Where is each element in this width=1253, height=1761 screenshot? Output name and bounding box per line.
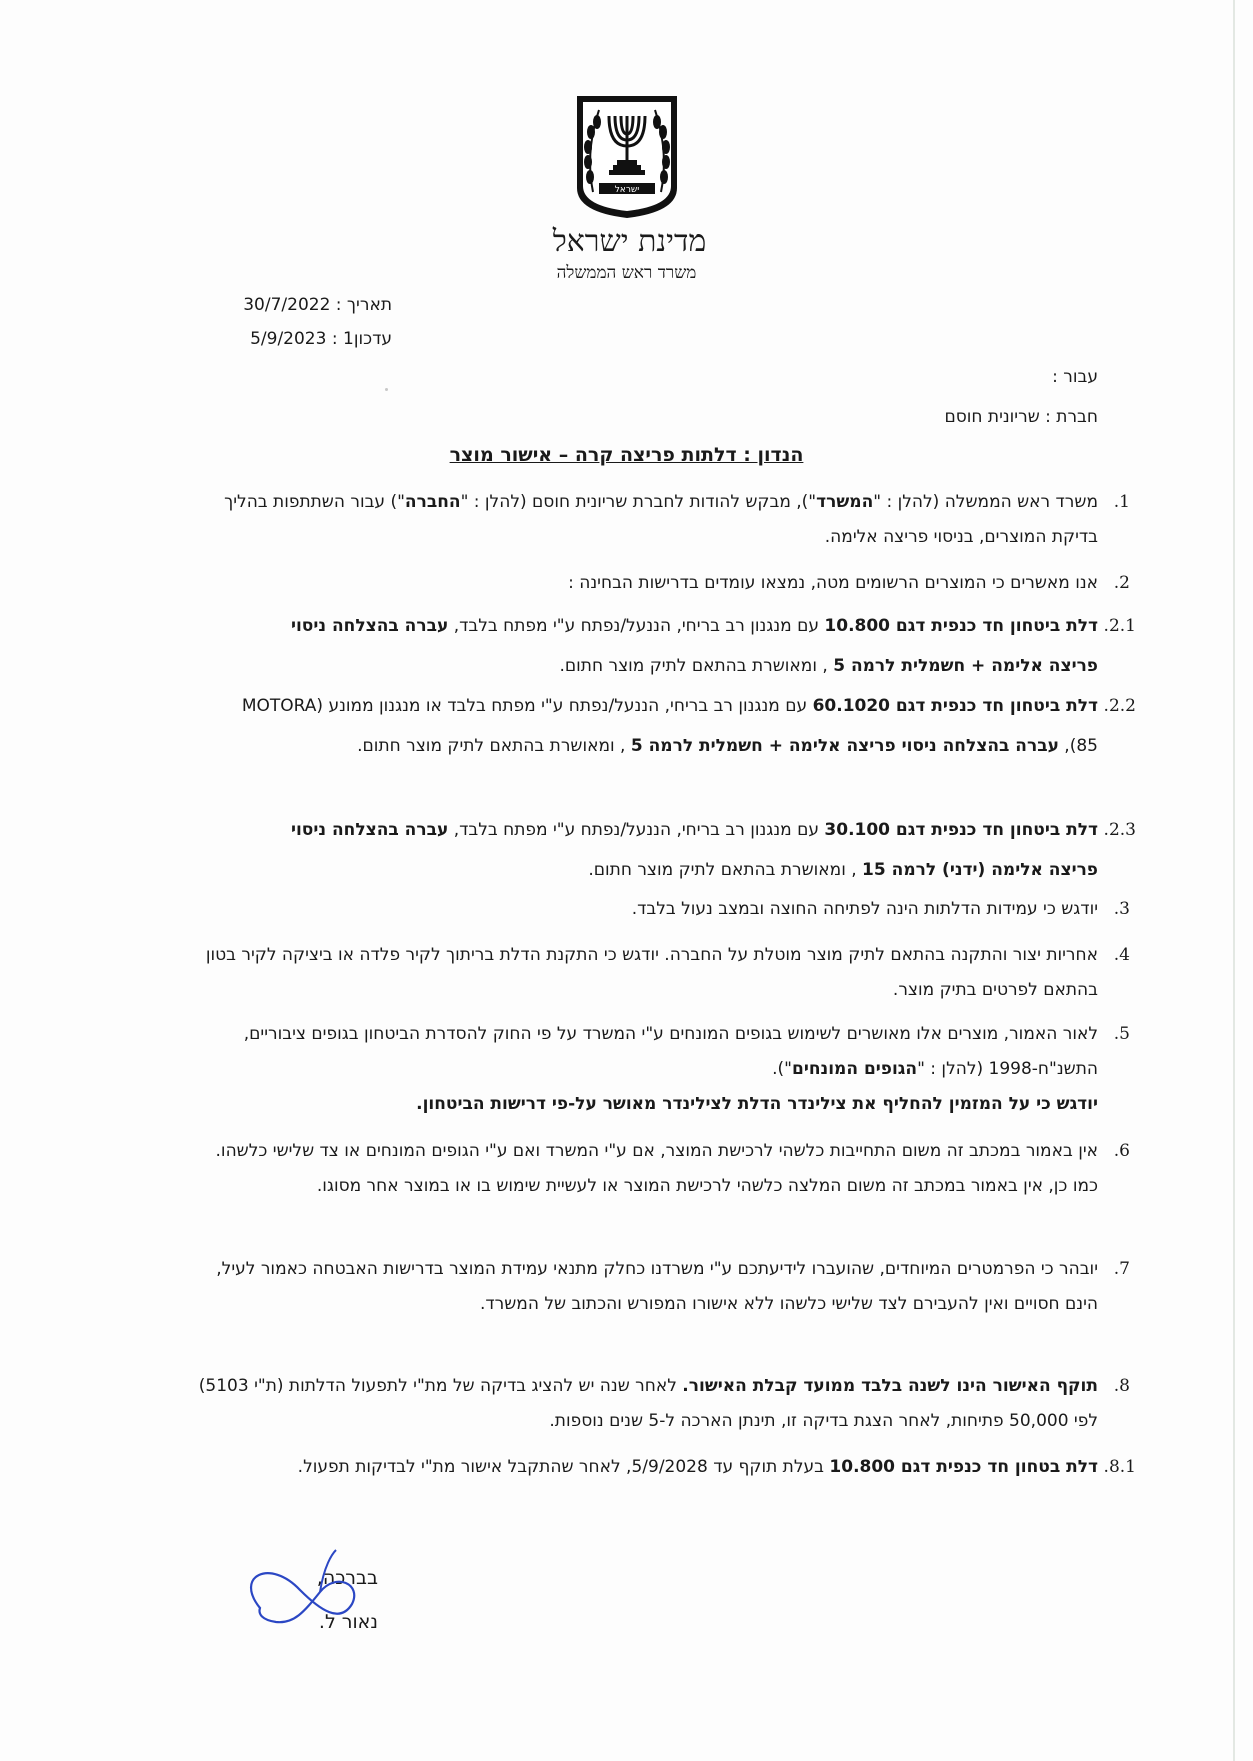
- bold-run: תוקף האישור הינו לשנה בלבד ממועד קבלת האישור.: [682, 1376, 1098, 1396]
- company-line: חברת : שריונית חוסם: [944, 407, 1098, 427]
- emblem-text: ישראל: [614, 185, 640, 195]
- text-run: משרד ראש הממשלה (להלן : ": [873, 492, 1098, 512]
- date-block: [152, 288, 392, 356]
- paragraph-number: 2.: [1113, 573, 1130, 593]
- bold-run: עברה בהצלחה ניסוי פריצה אלימה (ידני) לרמה 15: [290, 820, 1098, 880]
- text-run: יובהר כי הפרמטרים המיוחדים, שהועברו לידיעתכם ע"י משרדנו כחלק מתנאי עמידת המוצר בדרישות האבטחה כאמור לעיל, הינם חסויים ואין להעבירם לצד שלישי כלשהו ללא אישורו המפורש והכתוב של המשרד.: [216, 1259, 1098, 1314]
- text-run: אנו מאשרים כי המוצרים הרשומים מטה, נמצאו עומדים בדרישות הבחינה :: [568, 573, 1098, 593]
- paragraph-3: [186, 892, 1130, 927]
- update-value: 5/9/2023: [250, 329, 327, 349]
- bold-run: דלת ביטחון חד כנפית דגם 60.1020: [812, 696, 1098, 716]
- paragraph-number: 2.3.: [1103, 820, 1136, 840]
- bold-run: דלת ביטחון חד כנפית דגם 30.100: [824, 820, 1098, 840]
- text-run: לאור האמור, מוצרים אלו מאושרים לשימוש בגופים המונחים ע"י המשרד על פי החוק להסדרת הביטחון בגופים ציבוריים, התשנ"ח-1998 (להלן : ": [243, 1024, 1098, 1079]
- paragraph-6: [186, 1134, 1130, 1204]
- paragraph-number: 4.: [1113, 945, 1130, 965]
- text-run: , ומאושרת בהתאם לתיק מוצר חתום.: [357, 736, 631, 756]
- for-label: עבור :: [1052, 367, 1098, 387]
- paragraph-number: 6.: [1113, 1141, 1130, 1161]
- bold-run: דלת ביטחון חד כנפית דגם 10.800: [824, 616, 1098, 636]
- paragraph-1: [186, 485, 1130, 555]
- recipient-block: [598, 357, 1098, 437]
- state-name: מדינת ישראל: [552, 224, 707, 259]
- text-run: ") עבור השתתפות בהליך בדיקת המוצרים, בניסוי פריצה אלימה.: [224, 492, 1098, 547]
- bold-run: המשרד: [816, 492, 874, 512]
- signer-name: נאור ל.: [318, 1611, 378, 1633]
- text-run: אין באמור במכתב זה משום התחייבות כלשהי לרכישת המוצר, אם ע"י המשרד ואם ע"י הגופים המונחים או צד שלישי כלשהו. כמו כן, אין באמור במכתב זה משום המלצה כלשהי לרכישת המוצר או לעשיית שימוש בו או במוצר אחר מסוגו.: [215, 1141, 1098, 1196]
- bold-run: עברה בהצלחה ניסוי פריצה אלימה + חשמלית לרמה 5: [290, 616, 1098, 676]
- paragraph-2-3: [238, 810, 1136, 890]
- paragraph-number: 5.: [1113, 1024, 1130, 1044]
- paragraph-4: [186, 938, 1130, 1008]
- text-run: , ומאושרת בהתאם לתיק מוצר חתום.: [559, 656, 834, 676]
- paragraph-2-1: [238, 606, 1136, 686]
- paragraph-8-1: [238, 1447, 1136, 1487]
- bold-run: הגופים המונחים: [791, 1059, 918, 1079]
- paragraph-2-2: [238, 686, 1136, 766]
- bold-run: עברה בהצלחה ניסוי פריצה אלימה + חשמלית לרמה 5: [630, 736, 1059, 756]
- text-run: ").: [772, 1059, 792, 1079]
- bold-run: החברה: [404, 492, 461, 512]
- text-run: לאחר שנה יש להציג בדיקה של מת"י לתפעול הדלתות (ת"י 5103) לפי 50,000 פתיחות, לאחר הצגת בדיקה זו, תינתן הארכה ל-5 שנים נוספות.: [198, 1376, 1098, 1431]
- text-run: עם מנגנון רב בריחי, הננעל/נפתח ע"י מפתח בלבד או מנגנון ממונע (MOTORA 85),: [241, 696, 1098, 756]
- office-name: משרד ראש הממשלה: [556, 263, 697, 283]
- closing-greeting: בברכה,: [316, 1567, 378, 1589]
- date-label: תאריך :: [335, 295, 392, 315]
- paragraph-number: 2.2.: [1103, 696, 1136, 716]
- bold-run: יודגש כי על המזמין להחליף את צילינדר הדלת לצילינדר מאושר על-פי דרישות הביטחון.: [416, 1094, 1098, 1114]
- date-value: 30/7/2022: [243, 295, 331, 315]
- paragraph-2: [186, 566, 1130, 601]
- paragraph-number: 1.: [1113, 492, 1130, 512]
- subject-line: הנדון : דלתות פריצה קרה – אישור מוצר: [449, 444, 804, 466]
- text-run: אחריות יצור והתקנה בהתאם לתיק מוצר מוטלת על החברה. יודגש כי התקנת הדלת בריתוך לקיר פלדה או ביציקה לקיר בטון בהתאם לפרטים בתיק מוצר.: [205, 945, 1098, 1000]
- paragraph-7: [186, 1252, 1130, 1322]
- text-run: , ומאושרת בהתאם לתיק מוצר חתום.: [588, 860, 863, 880]
- paragraph-number: 8.1.: [1103, 1457, 1136, 1477]
- text-run: עם מנגנון רב בריחי, הננעל/נפתח ע"י מפתח בלבד,: [448, 820, 825, 840]
- bold-run: דלת בטחון חד כנפית דגם 10.800: [829, 1457, 1098, 1477]
- text-run: יודגש כי עמידות הדלתות הינה לפתיחה החוצה ובמצב נעול בלבד.: [631, 899, 1098, 919]
- paragraph-number: 8.: [1113, 1376, 1130, 1396]
- paragraph-number: 2.1.: [1103, 616, 1136, 636]
- handwritten-signature: [240, 1546, 380, 1646]
- text-run: "), מבקש להודות לחברת שריונית חוסם (להלן : ": [460, 492, 817, 512]
- scan-speck: [385, 388, 388, 391]
- update-label: עדכון1 :: [331, 329, 392, 349]
- paragraph-number: 3.: [1113, 899, 1130, 919]
- paragraph-number: 7.: [1113, 1259, 1130, 1279]
- text-run: עם מנגנון רב בריחי, הננעל/נפתח ע"י מפתח בלבד,: [448, 616, 825, 636]
- text-run: בעלת תוקף עד 5/9/2028, לאחר שהתקבל אישור מת"י לבדיקות תפעול.: [297, 1457, 830, 1477]
- paragraph-5: [186, 1017, 1130, 1122]
- state-emblem-logo: [573, 92, 681, 220]
- paragraph-8: [186, 1369, 1130, 1439]
